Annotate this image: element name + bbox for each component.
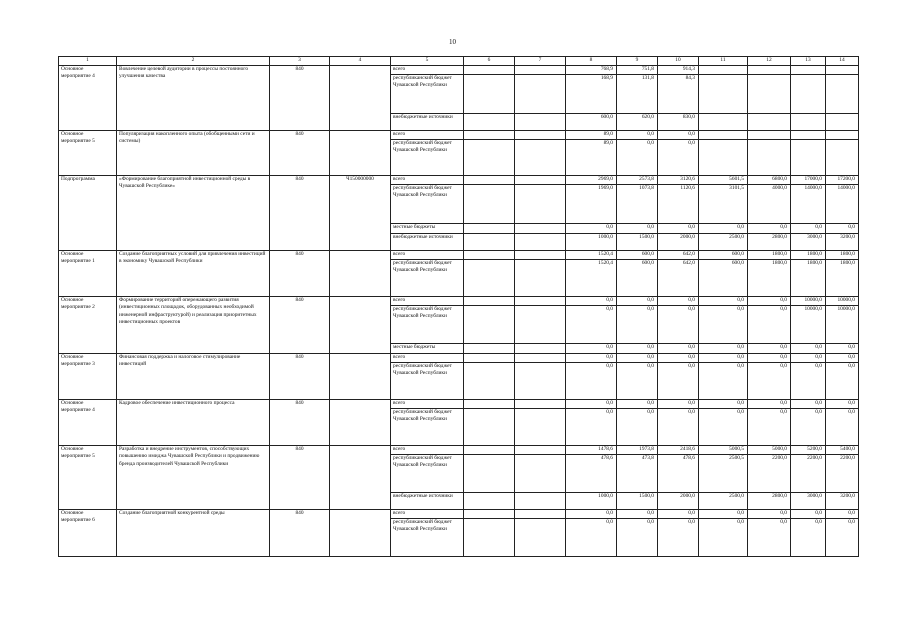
row-label: Основное мероприятие 4 bbox=[59, 399, 117, 445]
value-cell bbox=[826, 139, 859, 175]
value-cell: 0,0 bbox=[791, 353, 826, 362]
value-cell: 5601,5 bbox=[699, 175, 748, 184]
value-cell bbox=[748, 65, 791, 74]
value-cell: 768,9 bbox=[566, 65, 617, 74]
value-cell: 6800,0 bbox=[748, 175, 791, 184]
value-cell bbox=[464, 362, 515, 399]
grbs-code: 840 bbox=[270, 445, 330, 509]
table-row bbox=[59, 509, 859, 518]
value-cell bbox=[515, 74, 566, 113]
column-header: 13 bbox=[791, 57, 826, 66]
value-cell bbox=[464, 305, 515, 343]
table-row bbox=[59, 296, 859, 305]
value-cell: 0,0 bbox=[699, 399, 748, 408]
value-cell bbox=[464, 65, 515, 74]
value-cell bbox=[464, 343, 515, 353]
value-cell: 0,0 bbox=[658, 399, 699, 408]
value-cell: 620,0 bbox=[617, 113, 658, 130]
value-cell bbox=[826, 130, 859, 139]
column-header: 6 bbox=[464, 57, 515, 66]
value-cell: 0,0 bbox=[699, 343, 748, 353]
value-cell: 0,0 bbox=[826, 399, 859, 408]
value-cell: 0,0 bbox=[658, 353, 699, 362]
funding-source: всего bbox=[391, 250, 464, 259]
value-cell: 478,6 bbox=[658, 454, 699, 492]
value-cell: 2000,0 bbox=[658, 233, 699, 250]
value-cell bbox=[791, 113, 826, 130]
value-cell: 0,0 bbox=[658, 139, 699, 175]
value-cell bbox=[515, 233, 566, 250]
row-label: Основное мероприятие 1 bbox=[59, 250, 117, 296]
value-cell: 89,0 bbox=[566, 130, 617, 139]
value-cell: 2500,0 bbox=[699, 233, 748, 250]
value-cell bbox=[515, 223, 566, 233]
measure-name: Вовлечение целевой аудитории в процессы постоянного улучшения качества bbox=[117, 65, 270, 130]
value-cell: 0,0 bbox=[566, 399, 617, 408]
value-cell bbox=[515, 445, 566, 454]
funding-source: республиканский бюджет Чувашской Республики bbox=[391, 259, 464, 296]
value-cell: 1500,0 bbox=[617, 233, 658, 250]
value-cell: 0,0 bbox=[699, 296, 748, 305]
value-cell: 0,0 bbox=[658, 296, 699, 305]
value-cell: 0,0 bbox=[791, 518, 826, 556]
value-cell: 10000,0 bbox=[791, 296, 826, 305]
funding-source: всего bbox=[391, 509, 464, 518]
column-header: 14 bbox=[826, 57, 859, 66]
value-cell: 2573,8 bbox=[617, 175, 658, 184]
value-cell: 3200,0 bbox=[826, 492, 859, 509]
column-header: 4 bbox=[330, 57, 391, 66]
value-cell: 0,0 bbox=[658, 223, 699, 233]
value-cell: 2969,0 bbox=[566, 175, 617, 184]
program-code: Ч150000000 bbox=[330, 175, 391, 250]
value-cell bbox=[464, 399, 515, 408]
value-cell: 0,0 bbox=[658, 305, 699, 343]
value-cell bbox=[826, 74, 859, 113]
value-cell bbox=[791, 65, 826, 74]
value-cell bbox=[515, 305, 566, 343]
program-code bbox=[330, 130, 391, 175]
table-row bbox=[59, 175, 859, 184]
value-cell: 131,8 bbox=[617, 74, 658, 113]
column-header: 3 bbox=[270, 57, 330, 66]
row-label: Основное мероприятие 6 bbox=[59, 509, 117, 556]
value-cell bbox=[464, 509, 515, 518]
value-cell: 0,0 bbox=[826, 362, 859, 399]
funding-source: республиканский бюджет Чувашской Республики bbox=[391, 139, 464, 175]
value-cell: 0,0 bbox=[617, 139, 658, 175]
program-code bbox=[330, 399, 391, 445]
value-cell: 0,0 bbox=[826, 509, 859, 518]
value-cell: 0,0 bbox=[748, 399, 791, 408]
value-cell: 10000,0 bbox=[791, 305, 826, 343]
value-cell: 84,3 bbox=[658, 74, 699, 113]
value-cell: 0,0 bbox=[658, 343, 699, 353]
value-cell: 0,0 bbox=[566, 408, 617, 445]
page-number: 10 bbox=[449, 38, 456, 46]
value-cell: 0,0 bbox=[658, 408, 699, 445]
value-cell: 0,0 bbox=[658, 362, 699, 399]
value-cell: 0,0 bbox=[658, 509, 699, 518]
column-header: 2 bbox=[117, 57, 270, 66]
value-cell: 751,8 bbox=[617, 65, 658, 74]
value-cell: 0,0 bbox=[566, 305, 617, 343]
value-cell: 1073,8 bbox=[617, 184, 658, 223]
grbs-code: 840 bbox=[270, 509, 330, 556]
value-cell bbox=[464, 130, 515, 139]
value-cell: 600,0 bbox=[617, 259, 658, 296]
value-cell bbox=[826, 113, 859, 130]
value-cell: 0,0 bbox=[748, 343, 791, 353]
value-cell: 17000,0 bbox=[791, 175, 826, 184]
funding-source: всего bbox=[391, 399, 464, 408]
value-cell: 0,0 bbox=[617, 353, 658, 362]
value-cell bbox=[515, 343, 566, 353]
value-cell: 478,6 bbox=[566, 454, 617, 492]
value-cell: 0,0 bbox=[748, 408, 791, 445]
value-cell: 5200,0 bbox=[791, 445, 826, 454]
value-cell bbox=[791, 74, 826, 113]
funding-source: республиканский бюджет Чувашской Республики bbox=[391, 408, 464, 445]
value-cell bbox=[515, 113, 566, 130]
value-cell: 1969,0 bbox=[566, 184, 617, 223]
grbs-code: 840 bbox=[270, 175, 330, 250]
value-cell: 0,0 bbox=[748, 305, 791, 343]
value-cell: 0,0 bbox=[617, 399, 658, 408]
value-cell bbox=[699, 65, 748, 74]
row-label: Подпрограмма bbox=[59, 175, 117, 250]
row-label: Основное мероприятие 5 bbox=[59, 445, 117, 509]
value-cell: 0,0 bbox=[748, 223, 791, 233]
value-cell bbox=[464, 113, 515, 130]
value-cell: 600,0 bbox=[699, 259, 748, 296]
value-cell: 0,0 bbox=[699, 408, 748, 445]
value-cell bbox=[464, 139, 515, 175]
table-row bbox=[59, 250, 859, 259]
value-cell: 0,0 bbox=[617, 408, 658, 445]
value-cell bbox=[464, 233, 515, 250]
value-cell: 0,0 bbox=[617, 305, 658, 343]
value-cell: 0,0 bbox=[617, 223, 658, 233]
column-header: 5 bbox=[391, 57, 464, 66]
value-cell: 0,0 bbox=[748, 518, 791, 556]
value-cell: 1800,0 bbox=[826, 259, 859, 296]
value-cell: 5000,5 bbox=[699, 445, 748, 454]
value-cell: 642,0 bbox=[658, 250, 699, 259]
value-cell: 0,0 bbox=[826, 408, 859, 445]
value-cell: 0,0 bbox=[566, 223, 617, 233]
value-cell: 1520,4 bbox=[566, 259, 617, 296]
value-cell: 1800,0 bbox=[791, 250, 826, 259]
funding-source: всего bbox=[391, 175, 464, 184]
value-cell: 914,3 bbox=[658, 65, 699, 74]
value-cell: 2200,0 bbox=[791, 454, 826, 492]
funding-source: республиканский бюджет Чувашской Республики bbox=[391, 305, 464, 343]
value-cell: 0,0 bbox=[699, 223, 748, 233]
value-cell bbox=[748, 113, 791, 130]
header-row bbox=[59, 57, 859, 66]
value-cell: 0,0 bbox=[826, 223, 859, 233]
column-header: 1 bbox=[59, 57, 117, 66]
value-cell: 1478,6 bbox=[566, 445, 617, 454]
table-row bbox=[59, 65, 859, 74]
value-cell bbox=[515, 184, 566, 223]
program-code bbox=[330, 353, 391, 399]
value-cell bbox=[464, 223, 515, 233]
funding-source: всего bbox=[391, 130, 464, 139]
value-cell bbox=[464, 408, 515, 445]
value-cell: 0,0 bbox=[566, 343, 617, 353]
value-cell: 0,0 bbox=[699, 518, 748, 556]
value-cell: 0,0 bbox=[566, 353, 617, 362]
value-cell: 0,0 bbox=[566, 296, 617, 305]
funding-source: всего bbox=[391, 353, 464, 362]
value-cell: 5000,0 bbox=[748, 445, 791, 454]
value-cell: 0,0 bbox=[617, 130, 658, 139]
value-cell: 5400,0 bbox=[826, 445, 859, 454]
value-cell: 1800,0 bbox=[748, 259, 791, 296]
funding-source: республиканский бюджет Чувашской Республики bbox=[391, 518, 464, 556]
funding-source: внебюджетные источники bbox=[391, 233, 464, 250]
table-row bbox=[59, 130, 859, 139]
value-cell: 1120,6 bbox=[658, 184, 699, 223]
table-body bbox=[59, 65, 859, 556]
value-cell: 0,0 bbox=[826, 353, 859, 362]
funding-source: всего bbox=[391, 445, 464, 454]
value-cell bbox=[464, 184, 515, 223]
measure-name: Создание благоприятной конкурентной среды bbox=[117, 509, 270, 556]
funding-source: всего bbox=[391, 296, 464, 305]
value-cell: 1800,0 bbox=[791, 259, 826, 296]
value-cell bbox=[464, 259, 515, 296]
funding-source: местные бюджеты bbox=[391, 343, 464, 353]
value-cell bbox=[791, 130, 826, 139]
value-cell: 0,0 bbox=[826, 343, 859, 353]
value-cell: 3000,0 bbox=[791, 492, 826, 509]
value-cell: 14000,0 bbox=[791, 184, 826, 223]
measure-name: Финансовая поддержка и налоговое стимулирование инвестиций bbox=[117, 353, 270, 399]
value-cell: 2800,0 bbox=[748, 492, 791, 509]
value-cell: 3000,0 bbox=[791, 233, 826, 250]
value-cell bbox=[515, 518, 566, 556]
column-header: 7 bbox=[515, 57, 566, 66]
value-cell: 0,0 bbox=[791, 343, 826, 353]
value-cell: 0,0 bbox=[617, 509, 658, 518]
value-cell: 10000,0 bbox=[826, 305, 859, 343]
grbs-code: 840 bbox=[270, 296, 330, 353]
value-cell: 168,9 bbox=[566, 74, 617, 113]
value-cell bbox=[515, 353, 566, 362]
value-cell: 17200,0 bbox=[826, 175, 859, 184]
value-cell: 2500,0 bbox=[699, 492, 748, 509]
value-cell bbox=[515, 250, 566, 259]
value-cell bbox=[464, 353, 515, 362]
value-cell: 2800,0 bbox=[748, 233, 791, 250]
value-cell: 0,0 bbox=[791, 399, 826, 408]
column-header: 10 bbox=[658, 57, 699, 66]
program-code bbox=[330, 250, 391, 296]
value-cell: 0,0 bbox=[566, 518, 617, 556]
value-cell bbox=[515, 130, 566, 139]
value-cell: 3200,0 bbox=[826, 233, 859, 250]
value-cell: 1000,0 bbox=[566, 492, 617, 509]
measure-name: Создание благоприятных условий для привлечения инвестиций в экономику Чувашской Республики bbox=[117, 250, 270, 296]
value-cell: 600,0 bbox=[566, 113, 617, 130]
value-cell: 642,0 bbox=[658, 259, 699, 296]
funding-source: внебюджетные источники bbox=[391, 113, 464, 130]
value-cell bbox=[515, 408, 566, 445]
column-header: 9 bbox=[617, 57, 658, 66]
value-cell: 1800,0 bbox=[826, 250, 859, 259]
value-cell bbox=[515, 139, 566, 175]
funding-source: республиканский бюджет Чувашской Республики bbox=[391, 362, 464, 399]
value-cell bbox=[464, 445, 515, 454]
table-row bbox=[59, 445, 859, 454]
measure-name: Кадровое обеспечение инвестиционного процесса bbox=[117, 399, 270, 445]
column-header: 11 bbox=[699, 57, 748, 66]
value-cell: 3101,5 bbox=[699, 184, 748, 223]
value-cell bbox=[515, 362, 566, 399]
value-cell: 473,8 bbox=[617, 454, 658, 492]
value-cell: 0,0 bbox=[699, 353, 748, 362]
grbs-code: 840 bbox=[270, 130, 330, 175]
value-cell: 1500,0 bbox=[617, 492, 658, 509]
table-row bbox=[59, 399, 859, 408]
value-cell: 2500,5 bbox=[699, 454, 748, 492]
value-cell bbox=[699, 74, 748, 113]
measure-name: Популяризация накопленного опыта (обобщенными сети и системы) bbox=[117, 130, 270, 175]
column-header: 12 bbox=[748, 57, 791, 66]
value-cell: 0,0 bbox=[748, 509, 791, 518]
value-cell: 10000,0 bbox=[826, 296, 859, 305]
value-cell bbox=[699, 139, 748, 175]
value-cell: 0,0 bbox=[791, 362, 826, 399]
table-row bbox=[59, 353, 859, 362]
value-cell bbox=[515, 175, 566, 184]
value-cell: 0,0 bbox=[658, 130, 699, 139]
program-code bbox=[330, 509, 391, 556]
value-cell bbox=[515, 454, 566, 492]
value-cell: 0,0 bbox=[699, 509, 748, 518]
value-cell: 1800,0 bbox=[748, 250, 791, 259]
row-label: Основное мероприятие 2 bbox=[59, 296, 117, 353]
value-cell: 1973,8 bbox=[617, 445, 658, 454]
value-cell bbox=[699, 130, 748, 139]
value-cell bbox=[748, 130, 791, 139]
funding-source: внебюджетные источники bbox=[391, 492, 464, 509]
row-label: Основное мероприятие 4 bbox=[59, 65, 117, 130]
value-cell: 0,0 bbox=[748, 353, 791, 362]
value-cell: 0,0 bbox=[617, 296, 658, 305]
value-cell: 0,0 bbox=[658, 518, 699, 556]
value-cell: 14000,0 bbox=[826, 184, 859, 223]
value-cell: 3120,6 bbox=[658, 175, 699, 184]
funding-source: республиканский бюджет Чувашской Республики bbox=[391, 184, 464, 223]
value-cell bbox=[464, 250, 515, 259]
value-cell: 0,0 bbox=[699, 305, 748, 343]
value-cell: 0,0 bbox=[791, 408, 826, 445]
value-cell bbox=[791, 139, 826, 175]
grbs-code: 840 bbox=[270, 399, 330, 445]
program-code bbox=[330, 65, 391, 130]
value-cell bbox=[748, 74, 791, 113]
value-cell: 2200,0 bbox=[826, 454, 859, 492]
value-cell: 2200,0 bbox=[748, 454, 791, 492]
value-cell bbox=[699, 113, 748, 130]
value-cell: 0,0 bbox=[566, 362, 617, 399]
measure-name: Разработка и внедрение инструментов, способствующих повышению имиджа Чувашской Республики и продвижению бренда производителей Чувашской Республики bbox=[117, 445, 270, 509]
value-cell: 600,0 bbox=[699, 250, 748, 259]
value-cell: 0,0 bbox=[791, 509, 826, 518]
value-cell bbox=[464, 296, 515, 305]
value-cell bbox=[826, 65, 859, 74]
row-label: Основное мероприятие 3 bbox=[59, 353, 117, 399]
value-cell: 1520,4 bbox=[566, 250, 617, 259]
funding-source: республиканский бюджет Чувашской Республики bbox=[391, 454, 464, 492]
value-cell bbox=[515, 296, 566, 305]
value-cell bbox=[515, 399, 566, 408]
value-cell: 89,0 bbox=[566, 139, 617, 175]
value-cell: 0,0 bbox=[748, 362, 791, 399]
value-cell: 0,0 bbox=[566, 509, 617, 518]
grbs-code: 840 bbox=[270, 250, 330, 296]
value-cell bbox=[464, 454, 515, 492]
value-cell bbox=[464, 518, 515, 556]
measure-name: «Формирование благоприятной инвестиционной среды в Чувашской Республике» bbox=[117, 175, 270, 250]
value-cell bbox=[464, 74, 515, 113]
value-cell: 2418,6 bbox=[658, 445, 699, 454]
program-code bbox=[330, 296, 391, 353]
value-cell: 0,0 bbox=[617, 362, 658, 399]
budget-table bbox=[58, 56, 859, 557]
value-cell: 0,0 bbox=[617, 343, 658, 353]
value-cell bbox=[464, 492, 515, 509]
value-cell: 600,0 bbox=[617, 250, 658, 259]
value-cell: 0,0 bbox=[699, 362, 748, 399]
measure-name: Формирование территорий опережающего развития (инвестиционных площадок, оборудованных необходимой инженерной инфраструктурой) и реализация приоритетных инвестиционных проектов bbox=[117, 296, 270, 353]
column-header: 8 bbox=[566, 57, 617, 66]
value-cell: 0,0 bbox=[617, 518, 658, 556]
value-cell: 2000,0 bbox=[658, 492, 699, 509]
funding-source: местные бюджеты bbox=[391, 223, 464, 233]
value-cell bbox=[748, 139, 791, 175]
program-code bbox=[330, 445, 391, 509]
value-cell bbox=[515, 492, 566, 509]
value-cell bbox=[515, 509, 566, 518]
value-cell: 0,0 bbox=[791, 223, 826, 233]
row-label: Основное мероприятие 5 bbox=[59, 130, 117, 175]
value-cell: 4000,0 bbox=[748, 184, 791, 223]
grbs-code: 840 bbox=[270, 353, 330, 399]
value-cell: 830,0 bbox=[658, 113, 699, 130]
value-cell bbox=[464, 175, 515, 184]
value-cell: 0,0 bbox=[748, 296, 791, 305]
value-cell bbox=[515, 259, 566, 296]
value-cell bbox=[515, 65, 566, 74]
funding-source: республиканский бюджет Чувашской Республики bbox=[391, 74, 464, 113]
value-cell: 0,0 bbox=[826, 518, 859, 556]
funding-source: всего bbox=[391, 65, 464, 74]
grbs-code: 840 bbox=[270, 65, 330, 130]
value-cell: 1000,0 bbox=[566, 233, 617, 250]
